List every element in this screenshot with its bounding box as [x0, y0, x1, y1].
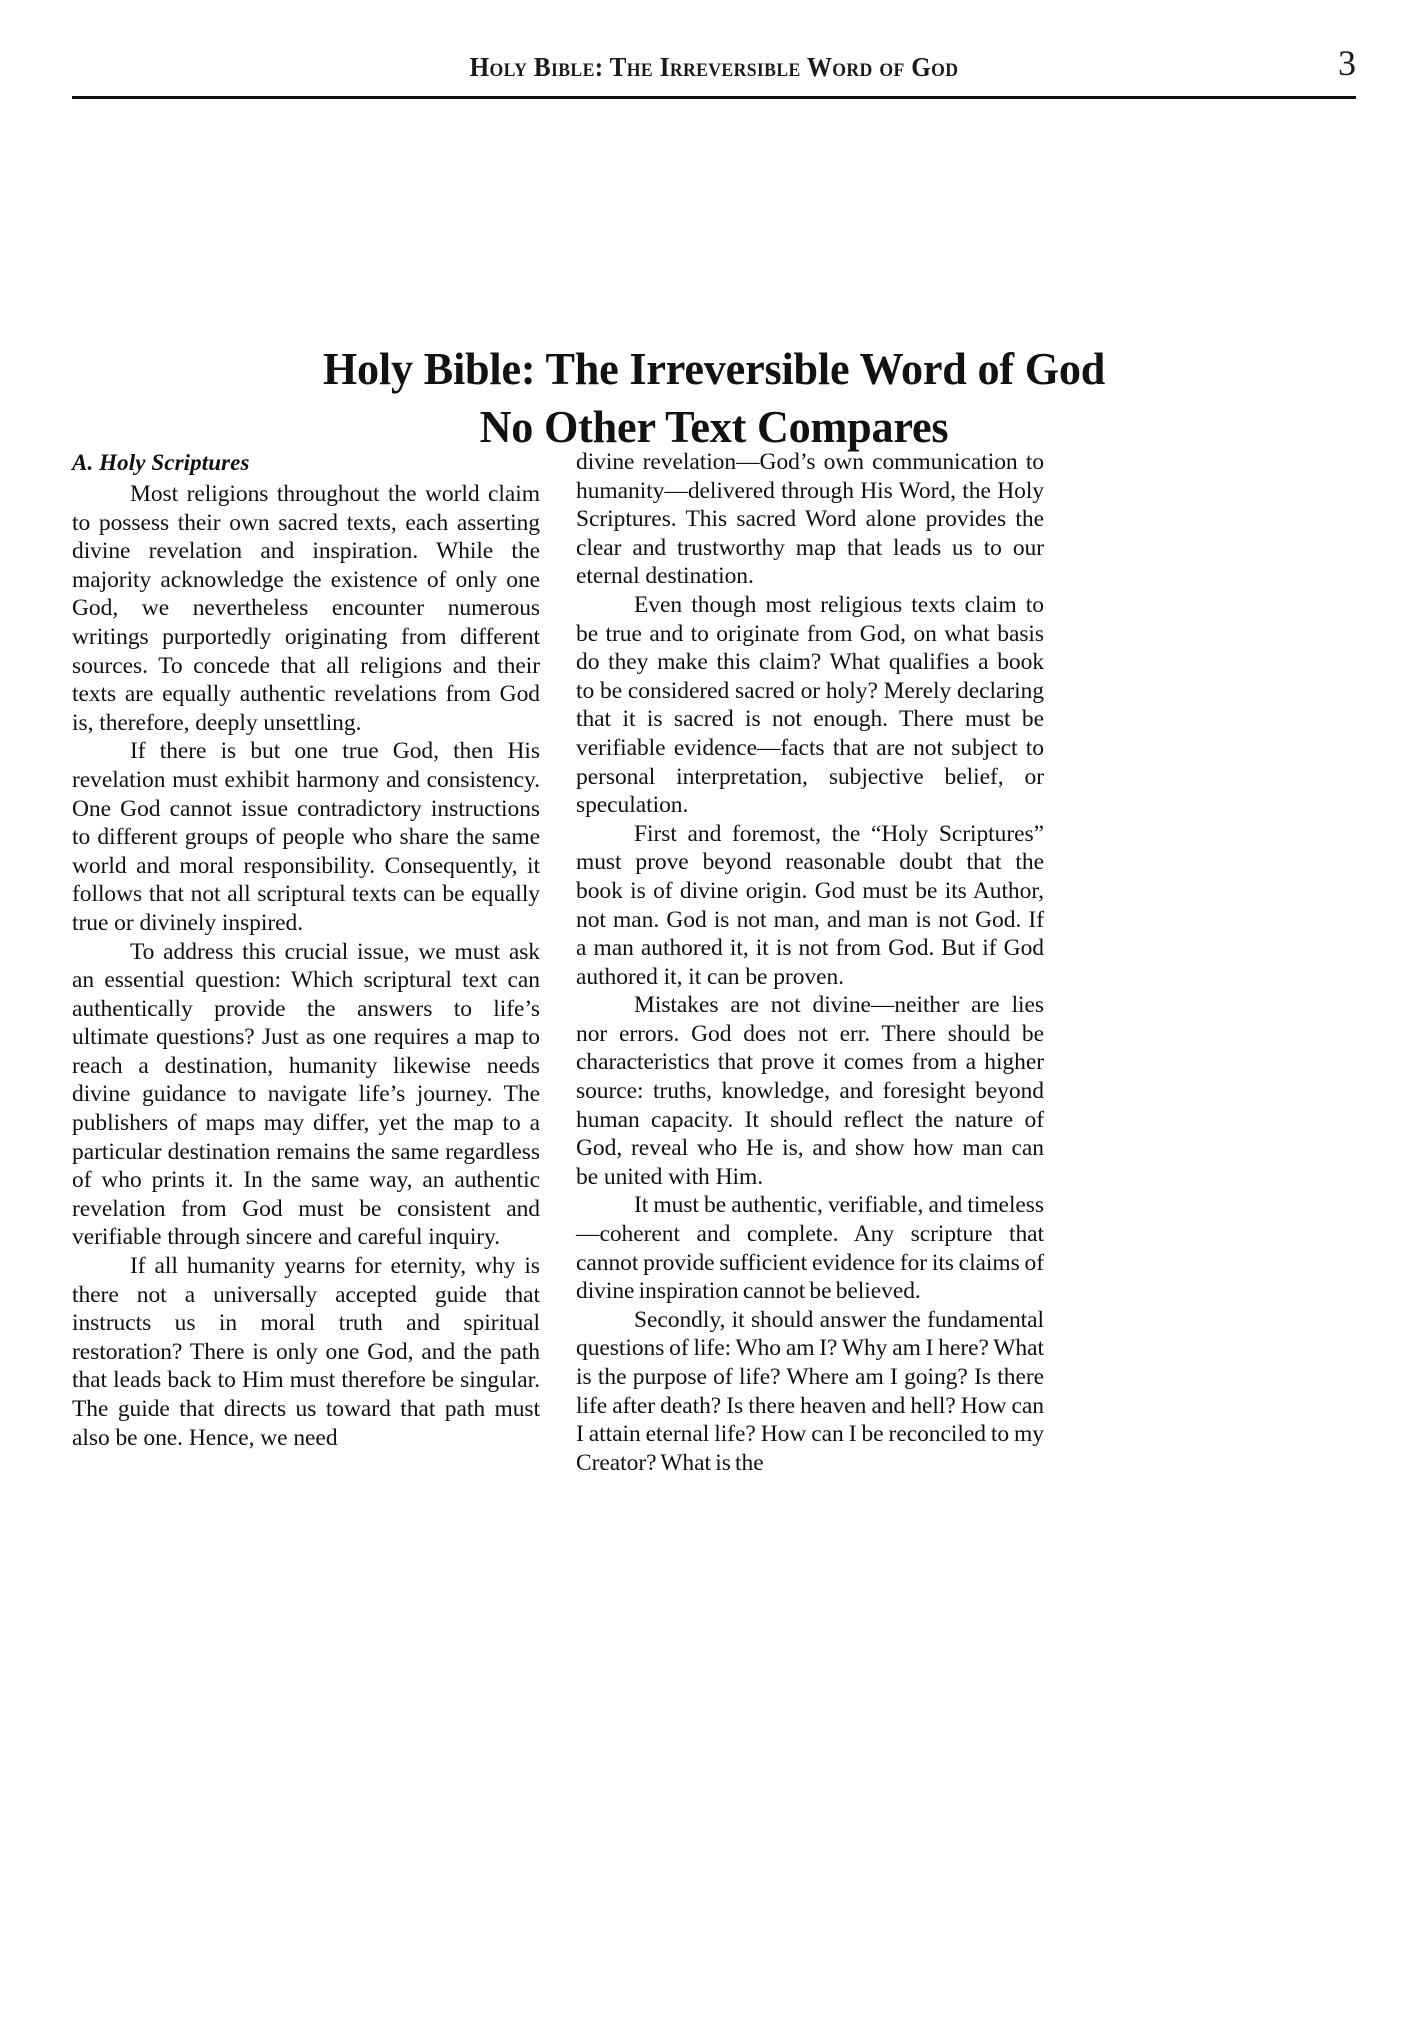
- left-column: [72, 448, 540, 1968]
- document-title-line-2: No Other Text Compares: [479, 401, 949, 452]
- paragraph: To address this crucial issue, we must ask an essential question: Which scriptural text can authentically provide the answers to life’s ultimate questions? Just as one requires a map to reach a destination, humanity likewise needs divine guidance to navigate life’s journey. The publishers of maps may differ, yet the map to a particular destination remains the same regardless of who prints it. In the same way, an authentic revelation from God must be consistent and verifiable through sincere and careful inquiry.: [72, 938, 540, 1251]
- paragraph: It must be authentic, verifiable, and timeless—coherent and complete. Any scripture that cannot provide sufficient evidence for its claims of divine inspiration cannot be believed.: [576, 1192, 1044, 1305]
- paragraph: divine revelation—God’s own communication to humanity—delivered through His Word, the Holy Scriptures. This sacred Word alone provides the clear and trustworthy map that leads us to our eternal destination.: [576, 449, 1044, 590]
- paragraph: If all humanity yearns for eternity, why is there not a universally accepted guide that instructs us in moral truth and spiritual restoration? There is only one God, and the path that leads back to Him must therefore be singular. The guide that directs us toward that path must also be one. Hence, we need: [72, 1253, 540, 1451]
- paragraph: First and foremost, the “Holy Scriptures” must prove beyond reasonable doubt that the book is of divine origin. God must be its Author, not man. God is not man, and man is not God. If a man authored it, it is not from God. But if God authored it, it can be proven.: [576, 820, 1044, 990]
- paragraph: Secondly, it should answer the fundamental questions of life: Who am I? Why am I here? What is the purpose of life? Where am I going? Is there life after death? Is there heaven and hell? How can I attain eternal life? How can I be reconciled to my Creator? What is the: [576, 1306, 1044, 1476]
- right-column: [576, 448, 1044, 1968]
- header-rule-divider: [72, 96, 1356, 99]
- two-column-body: [72, 448, 1356, 1968]
- running-head: [72, 43, 1356, 98]
- document-title: [72, 340, 1356, 456]
- running-head-title: Holy Bible: The Irreversible Word of God: [469, 52, 959, 82]
- paragraph: Even though most religious texts claim to be true and to originate from God, on what basis do they make this claim? What qualifies a book to be considered sacred or holy? Merely declaring that it is sacred is not enough. There must be verifiable evidence—facts that are not subject to personal interpretation, subjective belief, or speculation.: [576, 591, 1045, 819]
- page-number: 3: [1338, 43, 1356, 83]
- paragraph: Mistakes are not divine—neither are lies nor errors. God does not err. There should be characteristics that prove it comes from a higher source: truths, knowledge, and foresight beyond human capacity. It should reflect the nature of God, reveal who He is, and show how man can be united with Him.: [576, 992, 1044, 1190]
- document-title-line-1: Holy Bible: The Irreversible Word of God: [322, 343, 1106, 394]
- paragraph: Most religions throughout the world claim to possess their own sacred texts, each asserting divine revelation and inspiration. While the majority acknowledge the existence of only one God, we nevertheless encounter numerous writings purportedly originating from different sources. To concede that all religions and their texts are equally authentic revelations from God is, therefore, deeply unsettling.: [72, 481, 540, 736]
- section-heading-holy-scriptures: A. Holy Scriptures: [72, 450, 250, 475]
- paragraph: If there is but one true God, then His revelation must exhibit harmony and consistency. One God cannot issue contradictory instructions to different groups of people who share the same world and moral responsibility. Consequently, it follows that not all scriptural texts can be equally true or divinely inspired.: [72, 738, 540, 936]
